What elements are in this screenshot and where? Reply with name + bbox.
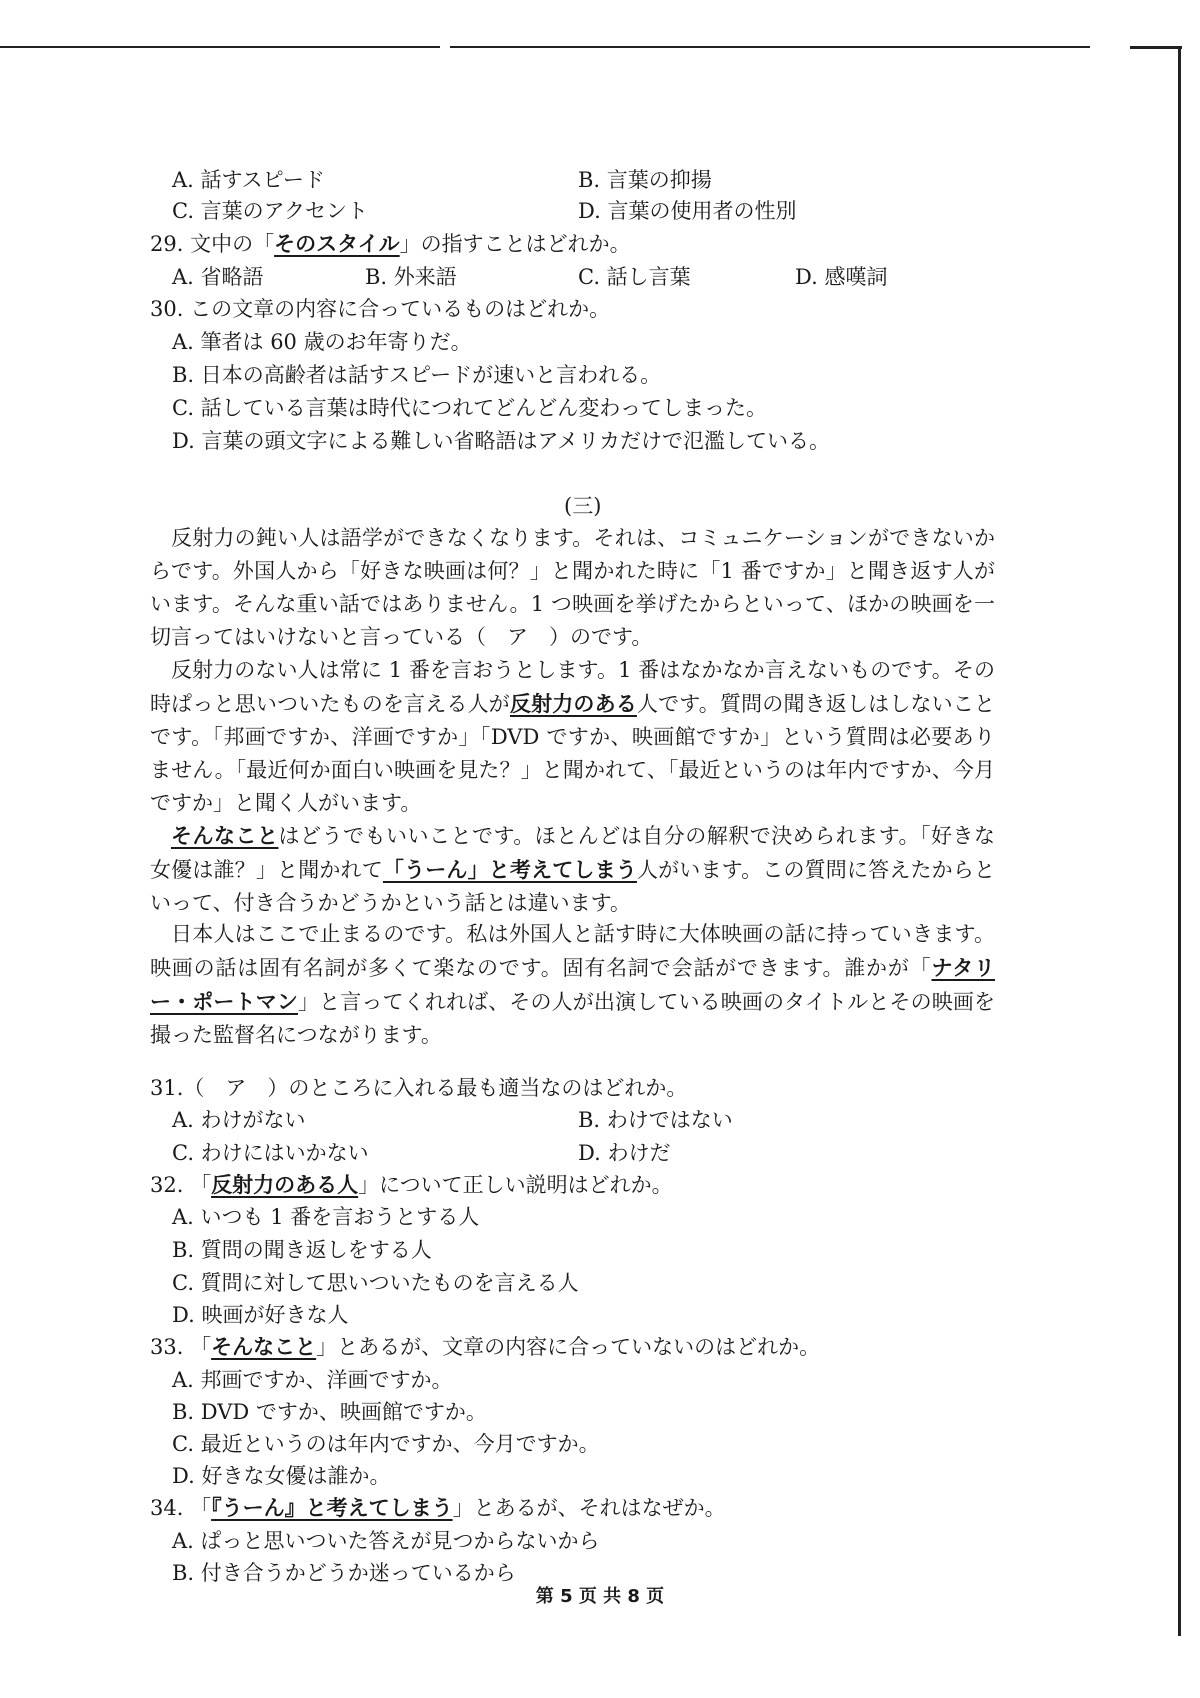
q32-option-b: B. 質問の聞き返しをする人 [172,1238,432,1262]
q32-option-c: C. 質問に対して思いついたものを言える人 [172,1271,579,1295]
q33-option-b: B. DVD ですか、映画館ですか。 [172,1400,487,1424]
q28-option-a: A. 話すスピード [172,168,325,192]
top-rule-right [450,46,1090,48]
passage-p3-text-b: 人がいます。この質問に答えたからといって、付き合うかどうかという話とは違います。 [150,858,996,915]
q32-underlined: 反射力のある人 [211,1172,359,1197]
section-title: (三) [564,494,602,518]
q29-stem [150,229,631,259]
q33-stem [150,1332,820,1362]
q29-prefix: 29. 文中の「 [150,232,275,256]
right-margin-rule [1178,46,1181,1636]
passage-paragraph-1: 反射力の鈍い人は語学ができなくなります。それは、コミュニケーションができないからです。外国人から「好きな映画は何？」と聞かれた時に「1 番ですか」と聞き返す人がいます。そんな重い話ではありません。1 つ映画を挙げたからといって、ほかの映画を一切言ってはいけないと言っている（ ア ）のです。 [150,526,995,649]
q29-suffix: 」の指すことはどれか。 [399,232,631,256]
q32-prefix: 32. 「 [150,1173,212,1197]
q33-option-d: D. 好きな女優は誰か。 [172,1464,391,1488]
passage-p3-underlined-2: 「うーん」と考えてしまう [382,857,637,882]
q31-option-a: A. わけがない [172,1108,306,1132]
q29-underlined: そのスタイル [274,231,400,256]
q31-option-b: B. わけではない [578,1108,733,1132]
q30-option-b: B. 日本の高齢者は話すスピードが速いと言われる。 [172,363,662,387]
passage-paragraph-3 [150,819,995,920]
q33-suffix: 」とあるが、文章の内容に合っていないのはどれか。 [316,1335,821,1359]
passage-paragraph-4 [150,918,995,1052]
right-margin-tab [1130,46,1182,49]
q29-option-a: A. 省略語 [172,265,264,289]
q33-prefix: 33. 「 [150,1335,212,1359]
top-rule-left [0,46,440,48]
q29-option-c: C. 話し言葉 [578,265,691,289]
passage-p4-text-b: 」と言ってくれれば、その人が出演している映画のタイトルとその映画を撮った監督名につながります。 [150,990,996,1047]
page-footer: 第 5 页 共 8 页 [535,1586,665,1607]
passage-p4-text-a: 日本人はここで止まるのです。私は外国人と話す時に大体映画の話に持っていきます。映画の話は固有名詞が多くて楽なのです。固有名詞で会話ができます。誰かが「 [150,922,995,980]
passage-p2-text-a: 反射力のない人は常に 1 番を言おうとします。1 番はなかなか言えないものです。その時ぱっと思いついたものを言える人が [150,658,995,716]
q33-option-a: A. 邦画ですか、洋画ですか。 [172,1368,453,1392]
q32-option-d: D. 映画が好きな人 [172,1303,349,1327]
q31-stem: 31.（ ア ）のところに入れる最も適当なのはどれか。 [150,1076,688,1100]
q33-underlined: そんなこと [211,1334,317,1359]
q34-suffix: 」とあるが、それはなぜか。 [452,1496,726,1520]
q30-stem: 30. この文章の内容に合っているものはどれか。 [150,297,611,321]
q29-option-b: B. 外来語 [365,265,457,289]
q30-option-c: C. 話している言葉は時代につれてどんどん変わってしまった。 [172,396,768,420]
q33-option-c: C. 最近というのは年内ですか、今月ですか。 [172,1432,600,1456]
q34-option-a: A. ぱっと思いついた答えが見つからないから [172,1529,600,1553]
q34-underlined: 『うーん』と考えてしまう [211,1495,453,1520]
q32-stem [150,1170,673,1200]
passage-paragraph-2 [150,654,995,820]
q28-option-d: D. 言葉の使用者の性別 [578,199,797,223]
q34-prefix: 34. 「 [150,1496,212,1520]
passage-p2-text-b: 人です。質問の聞き返しはしないことです。「邦画ですか、洋画ですか」「DVD ですか、映画館ですか」という質問は必要ありません。「最近何か面白い映画を見た？」と聞かれて、「最近というのは年内ですか、今月ですか」と聞く人がいます。 [150,692,996,815]
q29-option-d: D. 感嘆詞 [795,265,888,289]
q28-option-c: C. 言葉のアクセント [172,199,369,223]
q28-option-b: B. 言葉の抑揚 [578,168,712,192]
q32-suffix: 」について正しい説明はどれか。 [358,1173,673,1197]
q30-option-d: D. 言葉の頭文字による難しい省略語はアメリカだけで氾濫している。 [172,429,830,453]
passage-p3-text-a: はどうでもいいことです。ほとんどは自分の解釈で決められます。「好きな女優は誰？」と聞かれて [150,824,995,882]
q34-stem [150,1493,726,1523]
passage-p3-underlined-1: そんなこと [171,823,279,848]
q31-option-d: D. わけだ [578,1141,671,1165]
q34-option-b: B. 付き合うかどうか迷っているから [172,1561,516,1585]
q31-option-c: C. わけにはいかない [172,1141,369,1165]
passage-p2-underlined: 反射力のある [509,691,637,716]
q32-option-a: A. いつも 1 番を言おうとする人 [172,1205,480,1229]
passage-p4-underlined: ナタリー・ポートマン [150,955,996,1014]
q30-option-a: A. 筆者は 60 歳のお年寄りだ。 [172,330,472,354]
